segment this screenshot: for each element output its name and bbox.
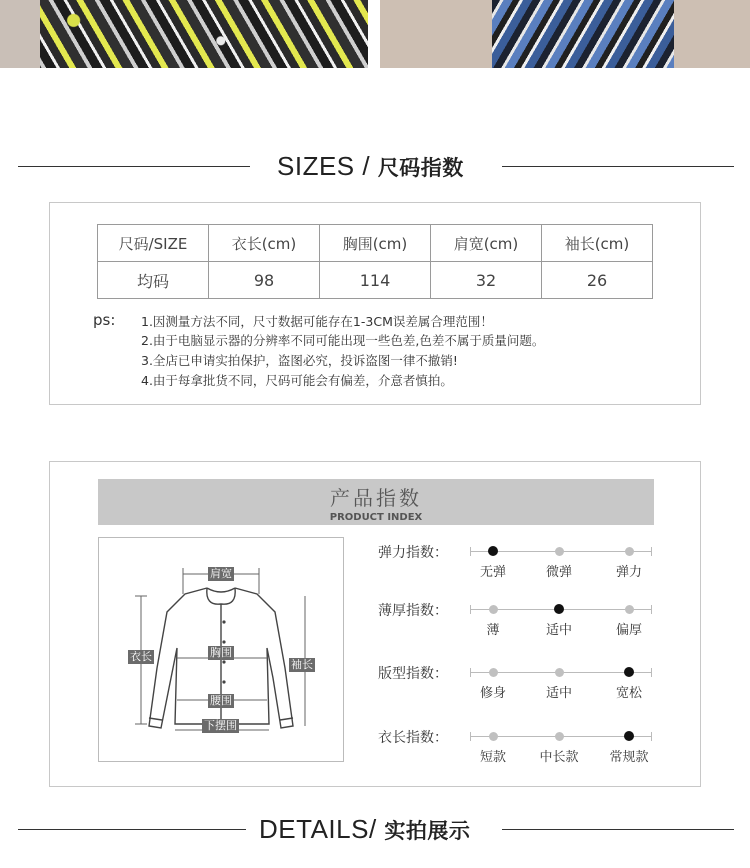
sizes-divider-left — [18, 166, 250, 167]
chest-label: 胸围 — [210, 646, 232, 659]
shirt-diagram — [98, 537, 344, 762]
index-scale-tick — [470, 547, 471, 556]
index-scale-tick — [470, 732, 471, 741]
cell-length: 98 — [209, 262, 320, 299]
waist-label: 腰围 — [210, 694, 232, 707]
index-option-label: 偏厚 — [615, 623, 643, 638]
header-size: 尺码/SIZE — [98, 225, 209, 262]
index-option-label: 微弹 — [545, 565, 573, 580]
cell-shoulder: 32 — [431, 262, 542, 299]
product-index-subtitle: PRODUCT INDEX — [329, 512, 423, 523]
length-label: 衣长 — [130, 650, 152, 663]
index-scale-tick — [651, 668, 652, 677]
table-header-row — [98, 225, 653, 262]
index-dot — [625, 605, 634, 614]
cell-chest: 114 — [320, 262, 431, 299]
hem-label: 下摆围 — [204, 719, 237, 732]
index-label: 版型指数： — [378, 666, 448, 682]
index-dot — [555, 732, 564, 741]
index-scale-tick — [651, 605, 652, 614]
note-2: 2.由于电脑显示器的分辨率不同可能出现一些色差,色差不属于质量问题。 — [141, 333, 545, 348]
size-table — [97, 224, 653, 299]
index-dot — [555, 668, 564, 677]
sleeve-length-label: 袖长 — [291, 658, 313, 671]
sizes-divider-right — [502, 166, 734, 167]
index-dot — [489, 605, 498, 614]
sizes-title: SIZES / 尺码指数 — [277, 151, 464, 181]
header-chest: 胸围(cm) — [320, 225, 431, 262]
product-index-title: 产品指数 — [330, 486, 422, 510]
index-option-label: 常规款 — [609, 750, 649, 765]
index-label: 薄厚指数： — [378, 603, 448, 619]
product-index-banner — [98, 479, 654, 525]
index-dot-selected — [554, 604, 564, 614]
note-1: 1.因测量方法不同，尺寸数据可能存在1-3CM误差属合理范围！ — [141, 314, 493, 329]
details-divider-right — [502, 829, 734, 830]
product-photo-right — [380, 0, 750, 68]
index-option-label: 修身 — [479, 686, 507, 701]
header-shoulder: 肩宽(cm) — [431, 225, 542, 262]
header-sleeve: 袖长(cm) — [542, 225, 653, 262]
details-divider-left — [18, 829, 246, 830]
product-photo-left — [0, 0, 368, 68]
note-4: 4.由于每拿批货不同，尺码可能会有偏差，介意者慎拍。 — [141, 373, 453, 388]
index-dot-selected — [624, 731, 634, 741]
header-length: 衣长(cm) — [209, 225, 320, 262]
index-label: 弹力指数： — [378, 545, 448, 561]
index-label: 衣长指数： — [378, 730, 448, 746]
details-title: DETAILS/ 实拍展示 — [259, 814, 471, 844]
shoulder-width-label: 肩宽 — [210, 567, 232, 580]
index-option-label: 适中 — [545, 623, 573, 638]
index-option-label: 无弹 — [479, 565, 507, 580]
index-option-label: 弹力 — [615, 565, 643, 580]
table-row — [98, 262, 653, 299]
index-option-label: 适中 — [545, 686, 573, 701]
index-option-label: 薄 — [486, 623, 500, 638]
index-dot-selected — [624, 667, 634, 677]
cell-size: 均码 — [98, 262, 209, 299]
index-scale-tick — [470, 605, 471, 614]
index-option-label: 宽松 — [615, 686, 643, 701]
note-3: 3.全店已申请实拍保护，盗图必究，投诉盗图一律不撤销! — [141, 353, 458, 368]
index-dot — [489, 732, 498, 741]
index-dot — [625, 547, 634, 556]
index-scale-tick — [470, 668, 471, 677]
index-option-label: 短款 — [479, 750, 507, 765]
index-scale-tick — [651, 547, 652, 556]
index-scale-tick — [651, 732, 652, 741]
index-dot — [489, 668, 498, 677]
index-dot-selected — [488, 546, 498, 556]
index-option-label: 中长款 — [539, 750, 579, 765]
cell-sleeve: 26 — [542, 262, 653, 299]
notes-label: ps: — [93, 311, 116, 329]
index-dot — [555, 547, 564, 556]
